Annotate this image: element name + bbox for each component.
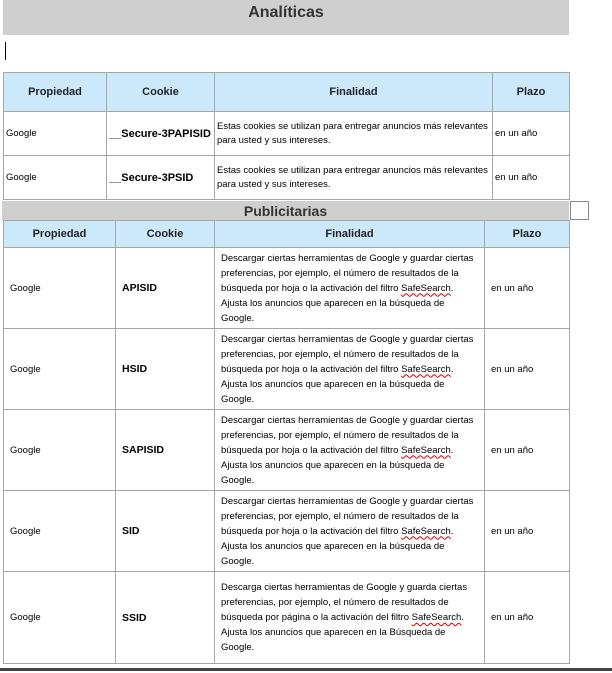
finalidad-text: . Ajusta los anuncios que aparecen en la búsqueda de Google. bbox=[221, 444, 454, 486]
spellcheck-word: SafeSearch bbox=[401, 444, 451, 456]
table-row bbox=[4, 156, 570, 200]
header-cookie: Cookie bbox=[116, 221, 215, 248]
cell-finalidad bbox=[215, 491, 485, 572]
page-bottom-border bbox=[0, 668, 612, 671]
finalidad-text: . Ajusta los anuncios que aparecen en la búsqueda de Google. bbox=[221, 282, 454, 324]
table-row bbox=[4, 248, 570, 329]
spellcheck-word: SafeSearch bbox=[401, 282, 451, 294]
cell-finalidad: Estas cookies se utilizan para entregar anuncios más relevantes para usted y sus intereses. bbox=[215, 156, 493, 200]
cell-propiedad: Google bbox=[4, 572, 116, 664]
cell-cookie: APISID bbox=[116, 248, 215, 329]
header-propiedad: Propiedad bbox=[4, 221, 116, 248]
cell-propiedad: Google bbox=[4, 329, 116, 410]
analiticas-section-header bbox=[3, 0, 569, 35]
finalidad-text: Descargar ciertas herramientas de Google y guardar ciertas preferencias, por ejemplo, el número de resultados de la búsqueda por hoja o la activación del filtro bbox=[221, 414, 474, 456]
cell-plazo: en un año bbox=[493, 156, 570, 200]
publicitarias-section-header bbox=[2, 201, 569, 220]
publicitarias-table bbox=[3, 220, 570, 664]
spellcheck-word: SafeSearch bbox=[401, 363, 451, 375]
cell-plazo: en un año bbox=[485, 410, 570, 491]
header-plazo: Plazo bbox=[485, 221, 570, 248]
table-header-row bbox=[4, 221, 570, 248]
table-row bbox=[4, 329, 570, 410]
text-cursor bbox=[5, 42, 6, 60]
cell-cookie: HSID bbox=[116, 329, 215, 410]
cell-propiedad: Google bbox=[4, 112, 107, 156]
cell-propiedad: Google bbox=[4, 248, 116, 329]
cell-plazo: en un año bbox=[485, 248, 570, 329]
header-plazo: Plazo bbox=[493, 73, 570, 112]
cell-cookie: SID bbox=[116, 491, 215, 572]
finalidad-text: . Ajusta los anuncios que aparecen en la búsqueda de Google. bbox=[221, 525, 454, 567]
table-row bbox=[4, 112, 570, 156]
cell-cookie: __Secure-3PAPISID bbox=[107, 112, 215, 156]
table-row bbox=[4, 491, 570, 572]
finalidad-text: . bbox=[461, 612, 464, 623]
publicitarias-title: Publicitarias bbox=[243, 202, 328, 219]
table-resize-handle[interactable] bbox=[570, 201, 589, 220]
cell-plazo: en un año bbox=[485, 491, 570, 572]
analiticas-table bbox=[3, 72, 570, 200]
cell-plazo: en un año bbox=[485, 572, 570, 664]
cell-propiedad: Google bbox=[4, 410, 116, 491]
finalidad-text: Descargar ciertas herramientas de Google y guardar ciertas preferencias, por ejemplo, el número de resultados de la búsqueda por hoja o la activación del filtro bbox=[221, 252, 474, 294]
cell-plazo: en un año bbox=[493, 112, 570, 156]
cell-propiedad: Google bbox=[4, 491, 116, 572]
cell-finalidad: Estas cookies se utilizan para entregar anuncios más relevantes para usted y sus intereses. bbox=[215, 112, 493, 156]
table-header-row bbox=[4, 73, 570, 112]
finalidad-text: Descargar ciertas herramientas de Google y guardar ciertas preferencias, por ejemplo, el número de resultados de la búsqueda por hoja o la activación del filtro bbox=[221, 333, 474, 375]
finalidad-text: Descargar ciertas herramientas de Google y guardar ciertas preferencias, por ejemplo, el número de resultados de la búsqueda por hoja o la activación del filtro bbox=[221, 495, 474, 537]
cell-finalidad bbox=[215, 329, 485, 410]
analiticas-title: Analíticas bbox=[248, 3, 324, 21]
header-finalidad: Finalidad bbox=[215, 73, 493, 112]
spellcheck-word: SafeSearch bbox=[401, 525, 451, 537]
cell-cookie: __Secure-3PSID bbox=[107, 156, 215, 200]
header-cookie: Cookie bbox=[107, 73, 215, 112]
finalidad-text: . Ajusta los anuncios que aparecen en la búsqueda de Google. bbox=[221, 363, 454, 405]
spellcheck-word: SafeSearch bbox=[411, 612, 462, 623]
cell-plazo: en un año bbox=[485, 329, 570, 410]
cell-cookie: SSID bbox=[116, 572, 215, 664]
cell-cookie: SAPISID bbox=[116, 410, 215, 491]
header-finalidad: Finalidad bbox=[215, 221, 485, 248]
cell-finalidad bbox=[215, 572, 485, 664]
finalidad-text: Descarga ciertas herramientas de Google y guarda ciertas preferencias, por ejemplo, el número de resultados de búsqueda por página o la activación del filtro bbox=[221, 582, 468, 623]
finalidad-text: Ajusta los anuncios que aparecen en la Búsqueda de Google. bbox=[221, 627, 446, 653]
cell-finalidad bbox=[215, 410, 485, 491]
table-row bbox=[4, 572, 570, 664]
cell-propiedad: Google bbox=[4, 156, 107, 200]
header-propiedad: Propiedad bbox=[4, 73, 107, 112]
cell-finalidad bbox=[215, 248, 485, 329]
table-row bbox=[4, 410, 570, 491]
